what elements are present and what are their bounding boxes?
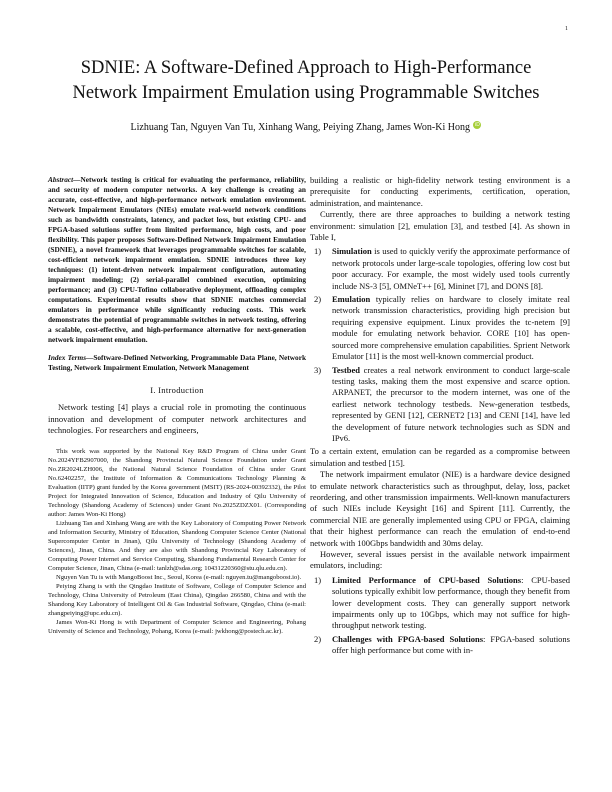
list-item-text: typically relies on hardware to closely imitate real network transmission characteristics, providing high precision but requiring expensive equipment. Linux provides the tc-netem [9] module for emulating network behavior. CORE [10] has open-sourced more comprehensive emulation capabilities. Sprient Network Emulator [11] is the most well-known commercial product. — [332, 294, 570, 362]
index-terms — [48, 353, 306, 373]
paper-title — [40, 56, 572, 106]
list-item-head: Limited Performance of CPU-based Solutions — [332, 574, 522, 585]
list-number: 1) — [314, 246, 322, 257]
paragraph: building a realistic or high-fidelity network testing environment is a prerequisite for conducting experiments, certification, operation, administration, and maintenance. — [310, 175, 570, 208]
title-line-1: SDNIE: A Software-Defined Approach to High-Performance — [80, 58, 532, 78]
footnotes — [48, 447, 306, 636]
index-terms-text: —Software-Defined Networking, Programmable Data Plane, Network Testing, Network Impairment Emulation, Network Management — [48, 353, 307, 372]
index-terms-label: Index Terms — [48, 353, 87, 362]
page-number: 1 — [565, 26, 568, 32]
authors-text: Lizhuang Tan, Nguyen Van Tu, Xinhang Wang, Peiying Zhang, James Won-Ki Hong — [130, 122, 470, 133]
list-item-head: Challenges with FPGA-based Solutions — [332, 633, 484, 644]
footnote-affil-3: Peiying Zhang is with the Qingdao Institute of Software, College of Computer Science and Technology, China University of Petroleum (East China), Qingdao 266580, China and with the Shandong Key Laboratory of Intelligent Oil & Gas Industrial Software, Qingdao, China (e-mail: zhangpeiying@upc.edu.cn). — [48, 582, 306, 617]
author-list — [40, 121, 572, 133]
right-column — [310, 175, 570, 659]
list-item-head: Testbed — [332, 364, 361, 375]
list-item-head: Emulation — [332, 294, 371, 305]
list-item — [310, 246, 570, 292]
list-item-text: is used to quickly verify the approximate performance of network protocols under large-scale topologies, offering low cost but poor accuracy. For example, the most widely used tools currently include NS-3 [5], OMNeT++ [6], Mininet [7], and DONS [8]. — [332, 246, 570, 291]
list-item-text: : CPU-based solutions typically exhibit low performance, though they benefit from lower development costs. They can generally support network impairments only up to 10Gbps, which may not suffice for high-throughput network testing. — [332, 574, 570, 631]
list-item — [310, 365, 570, 445]
list-number: 2) — [314, 633, 322, 644]
list-item-head: Simulation — [332, 246, 372, 257]
intro-paragraph: Network testing [4] plays a crucial role in promoting the continuous innovation and development of computer network architectures and technologies. For researchers and engineers, — [48, 402, 306, 436]
paragraph: The network impairment emulator (NIE) is a hardware device designed to emulate network characteristics such as throughput, delay, loss, packet reordering, and other transmission impairments. Well-known manufacturers of such NIEs include Keysight [16] and Spirent [11]. Currently, the commercial NIE are generally implemented using CPU or FPGA, claiming that their highest performance can reach the emulation of end-to-end network with 100Gbps bandwidth and 30ms delay. — [310, 469, 570, 548]
footnote-funding: This work was supported by the National Key R&D Program of China under Grant No.2024YFB2907000, the Shandong Provincial Natural Science Foundation under Grant No.ZR2024LZH006, the National Natural Science Foundation of China under Grant No.62402257, the Institute of Information & Communications Technology Planning & Evaluation (IITP) grant funded by the Korea government (MSIT) (RS-2024-00392332), the Pilot Project for Integrated Innovation of Science, Education and Industry of Qilu University of Technology (Shandong Academy of Sciences) under Grant No.2025ZDZX01. (Corresponding author: James Won-Ki Hong) — [48, 447, 306, 518]
section-heading: I. Introduction — [150, 385, 204, 395]
list-number: 2) — [314, 294, 322, 305]
footnote-affil-4: James Won-Ki Hong is with Department of Computer Science and Engineering, Pohang University of Science and Technology, Pohang, Korea (e-mail: jwkhong@postech.ac.kr). — [48, 618, 306, 635]
list-item-text: : FPGA-based solutions offer high performance but come with in- — [332, 633, 570, 656]
paragraph: To a certain extent, emulation can be regarded as a compromise between simulation and testbed [15]. — [310, 446, 570, 468]
paragraph: Currently, there are three approaches to building a network testing environment: simulation [2], emulation [3], and testbed [4]. As shown in Table I, — [310, 209, 570, 243]
abstract-text: —Network testing is critical for evaluating the performance, reliability, and security of modern computer networks. A key challenge is creating an accurate, cost-effective, and high-performance network emulation environment. Network Impairment Emulators (NIEs) emulate real-world network conditions such as bandwidth constraints, latency, and packet loss, but existing CPU- and FPGA-based solutions suffer from limited performance, high costs, and poor flexibility. This paper proposes Software-Defined Network Impairment Emulation (SDNIE), a novel framework that leverages programmable switches for scalable, cost-efficient network impairment emulation. SDNIE introduces three key techniques: (1) intent-driven network impairment configuration, automating impairment modeling; (2) serial-parallel combined execution, optimizing performance; and (3) CPU-Tofino collaborative deployment, offloading complex computations. Experimental results show that SDNIE matches commercial emulators in performance while significantly reducing costs. This work demonstrates the potential of programmable switches in network testing, offering a scalable, cost-effective, and high-performance alternative for next-generation network impairment emulation. — [48, 175, 306, 344]
abstract — [48, 175, 306, 345]
list-item-text: creates a real network environment to conduct large-scale testing tasks, making them the most expensive and scarce option. ARPANET, the precursor to the modern internet, was one of the earliest network technology testbeds. New-generation testbeds, represented by GENI [12], CERNET2 [13] and CENI [14], have led the development of future network technologies such as SDN and IPv6. — [332, 364, 570, 443]
list-item — [310, 634, 570, 657]
paragraph: However, several issues persist in the available network impairment emulators, including: — [310, 549, 570, 571]
footnote-affil-2: Nguyen Van Tu is with MangoBoost Inc., Seoul, Korea (e-mail: nguyen.tu@mangoboost.io). — [56, 573, 302, 581]
list-item — [310, 575, 570, 632]
list-number: 1) — [314, 574, 322, 585]
footnote-affil-1: Lizhuang Tan and Xinhang Wang are with the Key Laboratory of Computing Power Network and Information Security, Ministry of Education, Shandong Computer Science Center (National Supercomputer Center in Jinan), Qilu University of Technology (Shandong Academy of Sciences), Jinan, China. And they are also with Shandong Provincial Key Laboratory of Computing Power Internet and Service Computing, Shandong Fundamental Research Center for Computer Science, Jinan, China (e-mail: tanlzh@sdas.org; 10431220360@stu.qlu.edu.cn). — [48, 519, 306, 572]
title-line-2: Network Impairment Emulation using Programmable Switches — [72, 83, 540, 103]
orcid-icon[interactable]: iD — [475, 122, 480, 128]
list-item — [310, 294, 570, 362]
issues-list — [310, 575, 570, 657]
approaches-list — [310, 246, 570, 444]
abstract-label: Abstract — [48, 175, 74, 184]
left-column — [48, 175, 306, 636]
list-number: 3) — [314, 364, 322, 375]
